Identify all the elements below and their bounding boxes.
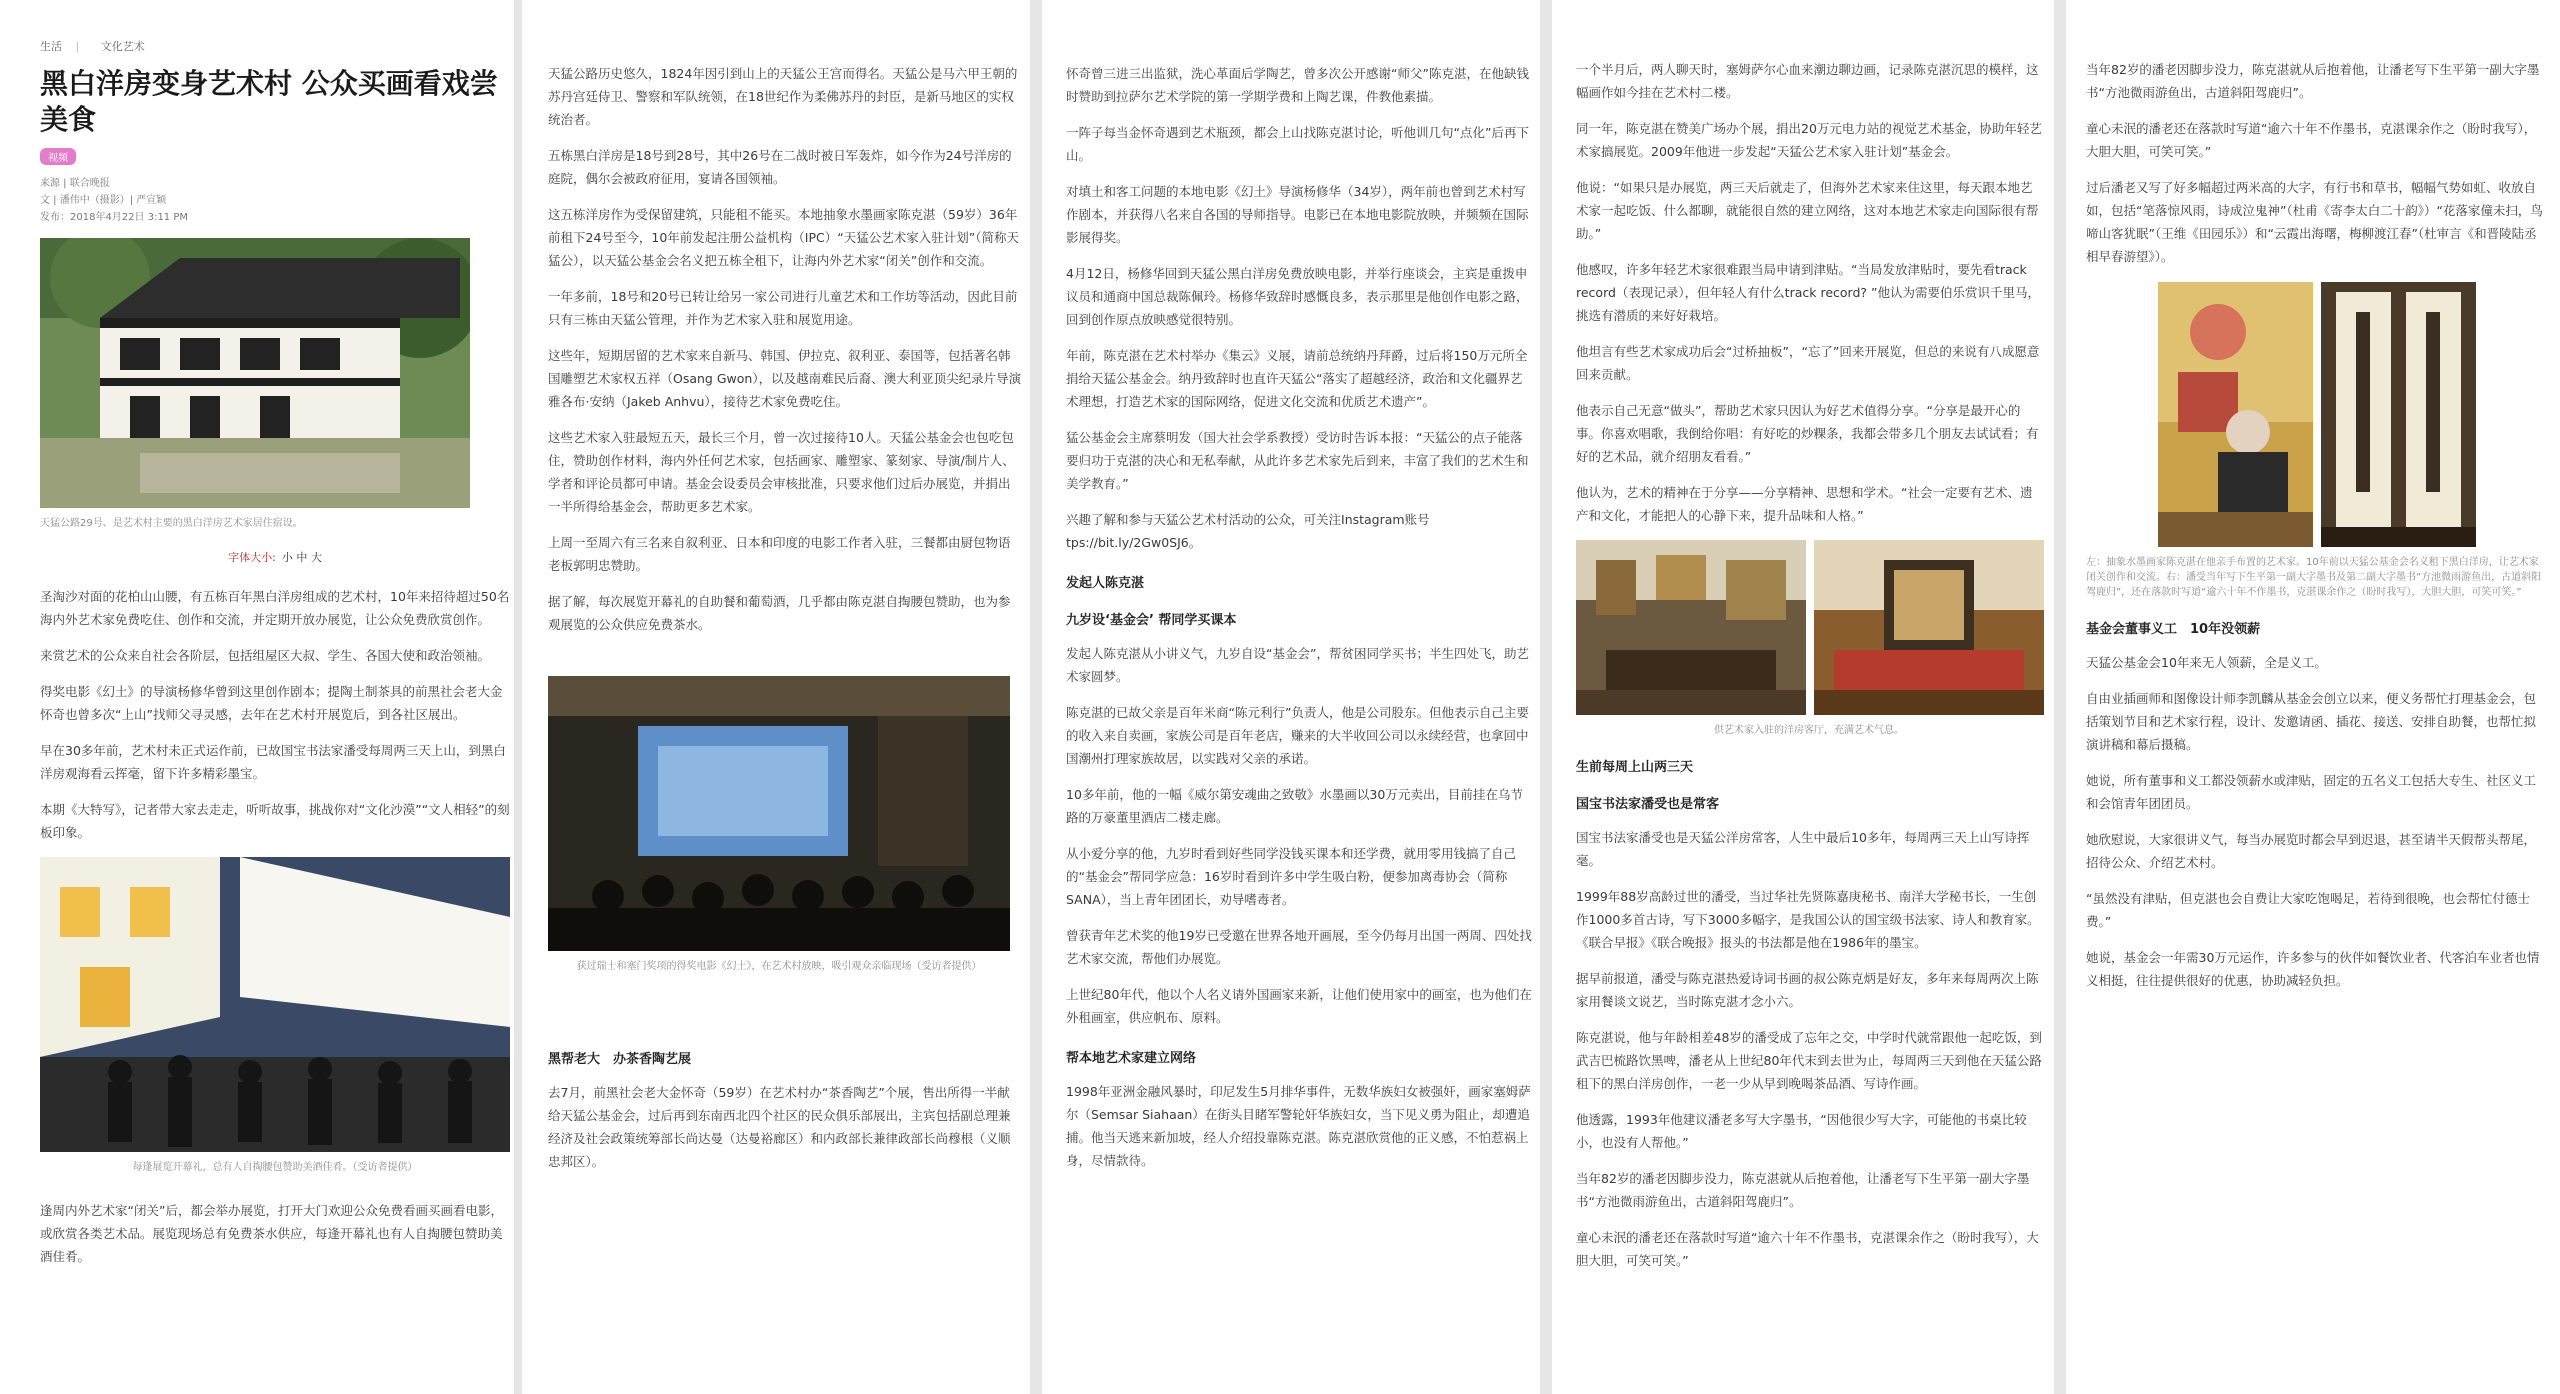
article-title: 黑白洋房变身艺术村 公众买画看戏尝美食 [40,67,498,136]
photo-caption: 获过瑞士和塞门奖项的得奖电影《幻土》，在艺术村放映，吸引观众亲临现场（受访者提供） [576,961,982,972]
paragraph: 陈克湛说，他与年龄相差48岁的潘受成了忘年之交，中学时代就常跟他一起吃饭，到武吉巴梳路饮黑啤，潘老从上世纪80年代末到去世为止，每周两三天到他在天猛公路租下的黑白洋房创作，一老一少从早到晚喝茶品酒、写诗作画。 [1576,1030,2042,1091]
article-body [2086,58,2546,268]
living-room-photo-2 [1814,540,2044,715]
font-size-options[interactable]: 小 中 大 [281,551,322,564]
paragraph: 上周一至周六有三名来自叙利亚、日本和印度的电影工作者入驻，三餐都由厨包物语老板郭明忠赞助。 [548,535,1011,573]
section-subheading: 九岁设‘基金会’ 帮同学买课本 [1066,613,1237,628]
breadcrumb-item-life[interactable]: 生活 [40,40,62,53]
article-body [548,62,1022,636]
article-body [40,585,510,844]
article-body [1576,58,2042,527]
article-body-bottom [40,1199,510,1268]
column-2 [522,0,1030,1394]
video-tag[interactable]: 视频 [40,148,76,165]
paragraph: 他说：“如果只是办展览，两三天后就走了，但海外艺术家来住这里，每天跟本地艺术家一起吃饭、什么都聊，就能很自然的建立网络，这对本地艺术家走向国际很有帮助。” [1576,180,2039,241]
photo-caption: 供艺术家入驻的洋房客厅，充满艺术气息。 [1714,725,1904,736]
paragraph: 1999年88岁高龄过世的潘受，当过华社先贤陈嘉庚秘书、南洋大学秘书长，一生创作1000多首古诗，写下3000多幅字，是我国公认的国宝级书法家、诗人和教育家。《联合早报》《联合晚报》报头的书法都是他在1986年的墨宝。 [1576,889,2040,950]
photo-caption: 每逢展览开幕礼，总有人自掏腰包赞助美酒佳肴。（受访者提供） [132,1162,418,1173]
article-meta [40,175,514,226]
paragraph: 陈克湛的已故父亲是百年米商“陈元利行”负责人，他是公司股东。但他表示自己主要的收入来自卖画，家族公司是百年老店，赚来的大半收回公司以永续经营，也拿回中国潮州打理家族故居，以实践对父亲的承诺。 [1066,705,1529,766]
column-gap [514,0,522,1394]
column-4 [1552,0,2054,1394]
paragraph: 当年82岁的潘老因脚步没力，陈克湛就从后抱着他，让潘老写下生平第一副大字墨书“方池微雨游鱼出，古道斜阳驾鹿归”。 [1576,1171,2030,1209]
section-heading: 黑帮老大 办茶香陶艺展 [548,1052,692,1067]
paragraph: 同一年，陈克湛在赞美广场办个展，捐出20万元电力站的视觉艺术基金，协助年轻艺术家搞展览。2009年他进一步发起“天猛公艺术家入驻计划”基金会。 [1576,121,2042,159]
paragraph: 她说，基金会一年需30万元运作，许多参与的伙伴如餐饮业者、代客泊车业者也情义相挺，往往提供很好的优惠，协助减轻负担。 [2086,950,2540,988]
paragraph: 年前，陈克湛在艺术村举办《集云》义展，请前总统纳丹拜爵，过后将150万元所全捐给天猛公基金会。纳丹致辞时也直许天猛公“落实了超越经济，政治和文化疆界艺术理想，打造艺术家的国际网络，促进文化交流和优质艺术遗产”。 [1066,348,1528,409]
paragraph: 童心未泯的潘老还在落款时写道“逾六十年不作墨书，克湛课余作之（盼时我写），大胆大胆，可笑可笑。” [2086,121,2537,159]
photo-artist-calligraphy [2158,282,2560,547]
paragraph: 自由业插画师和图像设计师李凯麟从基金会创立以来，便义务帮忙打理基金会，包括策划节目和艺术家行程，设计、发邀请函、插花、接送、安排自助餐，也帮忙拟演讲稿和幕后摄稿。 [2086,691,2537,752]
article-body-bottom [2086,618,2546,992]
section-heading: 基金会董事义工 10年没领薪 [2086,622,2261,637]
paragraph: 他认为，艺术的精神在于分享——分享精神、思想和学术。“社会一定要有艺术、遗产和文化，才能把人的心静下来，提升品味和人格。” [1576,485,2033,523]
paragraph: 10多年前，他的一幅《威尔第安魂曲之致敬》水墨画以30万元卖出，目前挂在乌节路的万豪董里酒店二楼走廊。 [1066,787,1523,825]
screening-illustration [548,676,1010,951]
paragraph: 猛公基金会主席蔡明发（国大社会学系教授）受访时告诉本报：“天猛公的点子能落要归功于克湛的决心和无私奉献，从此许多艺术家先后到来，丰富了我们的艺术生和美学教育。” [1066,430,1529,491]
paragraph: 国宝书法家潘受也是天猛公洋房常客，人生中最后10多年，每周两三天上山写诗挥毫。 [1576,830,2030,868]
photo-caption: 天猛公路29号、是艺术村主要的黑白洋房艺术家居住宿设。 [40,518,303,529]
paragraph: 发起人陈克湛从小讲义气，九岁自设“基金会”，帮贫困同学买书；半生四处飞，助艺术家圆梦。 [1066,646,1529,684]
column-gap [1540,0,1552,1394]
paragraph: 来赏艺术的公众来自社会各阶层，包括组屋区大叔、学生、各国大使和政治领袖。 [40,648,491,663]
party-illustration [40,857,510,1152]
calligraphy-scrolls-photo [2321,282,2476,547]
paragraph: 去7月，前黑社会老大金怀奇（59岁）在艺术村办“茶香陶艺”个展，售出所得一半献给天猛公基金会，过后再到东南西北四个社区的民众俱乐部展出，主宾包括副总理兼经济及社会政策统筹部长尚达曼（达曼裕廊区）和内政部长兼律政部长尚穆根（义顺忠邦区）。 [548,1085,1011,1169]
article-body-bottom [1576,756,2042,1272]
paragraph: 对填土和客工问题的本地电影《幻土》导演杨修华（34岁），两年前也曾到艺术村写作剧本，并获得八名来自各国的导师指导。电影已在本地电影院放映，并频频在国际影展得奖。 [1066,184,1529,245]
paragraph: 逢周内外艺术家“闭关”后，都会举办展览，打开大门欢迎公众免费看画买画看电影，或欣赏各类艺术品。展览现场总有免费茶水供应，每逢开幕礼也有人自掏腰包赞助美酒佳肴。 [40,1203,503,1264]
section-heading: 帮本地艺术家建立网络 [1066,1051,1197,1066]
section-heading: 发起人陈克湛 [1066,576,1145,591]
paragraph: 这些艺术家入驻最短五天，最长三个月，曾一次过接待10人。天猛公基金会也包吃包住，赞助创作材料，海内外任何艺术家，包括画家、雕塑家、篆刻家、导演/制片人、学者和评论员都可申请。基金会设委员会审核批准，只要求他们过后办展览，并捐出一半所得给基金会，帮助更多艺术家。 [548,430,1015,514]
paragraph: 圣淘沙对面的花柏山山腰，有五栋百年黑白洋房组成的艺术村，10年来招待超过50名海内外艺术家免费吃住、创作和交流，并定期开放办展览，让公众免费欣赏创作。 [40,589,510,627]
paragraph: 得奖电影《幻土》的导演杨修华曾到这里创作剧本；提陶土制茶具的前黑社会老大金怀奇也曾多次“上山”找师父寻灵感，去年在艺术村开展览后，到各社区展出。 [40,684,503,722]
column-5 [2066,0,2560,1394]
paragraph: 她欣慰说，大家很讲义气，每当办展览时都会早到迟退，甚至请半天假帮头帮尾，招待公众、介绍艺术村。 [2086,832,2537,870]
paragraph: 他感叹，许多年轻艺术家很难跟当局申请到津贴。“当局发放津贴时，要先看track record（表现记录），但年轻人有什么track record? ”他认为需要伯乐赏识千里马，挑选有潜质的来好好栽培。 [1576,262,2040,323]
photo-opening-party [40,857,510,1152]
column-gap [2054,0,2066,1394]
photo-white-bungalow [40,238,470,508]
paragraph: 从小爱分享的他，九岁时看到好些同学没钱买课本和还学费，就用零用钱搞了自己的“基金会”帮同学应急：16岁时看到许多中学生吸白粉，便参加离毒协会（简称SANA），当上青年团团长，劝导嗜毒者。 [1066,846,1517,907]
article-body [1066,62,1532,1172]
photo-caption: 左：抽象水墨画家陈克湛在他亲手布置的艺术家。10年前以天猛公基金会名义租下黑白洋房，让艺术家闭关创作和交流。右：潘受当年写下生平第一副大字墨书及第二副大字墨书“方池微雨游鱼出，古道斜阳驾鹿归”，还在落款时写道“逾六十年不作墨书，克湛课余作之（盼时我写），大胆大胆，可笑可笑。” [2086,557,2542,598]
paragraph: 五栋黑白洋房是18号到28号，其中26号在二战时被日军轰炸，如今作为24号洋房的庭院，偶尔会被政府征用，宴请各国领袖。 [548,148,1012,186]
paragraph: 他透露，1993年他建议潘老多写大字墨书，“因他很少写大字，可能他的书桌比较小，也没有人帮他。” [1576,1112,2027,1150]
paragraph: “虽然没有津贴，但克湛也会自费让大家吃饱喝足，若待到很晚，也会帮忙付德士费。” [2086,891,2530,929]
section-subheading: 国宝书法家潘受也是常客 [1576,797,1720,812]
paragraph: 这五栋洋房作为受保留建筑，只能租不能买。本地抽象水墨画家陈克湛（59岁）36年前租下24号至今，10年前发起注册公益机构（IPC）“天猛公艺术家入驻计划”（简称天猛公），以天猛公基金会名义把五栋全租下，让海内外艺术家“闭关”创作和交流。 [548,207,1019,268]
article-body-bottom [548,1081,1022,1173]
paragraph: 兴趣了解和参与天猛公艺术村活动的公众，可关注Instagram账号 tps://bit.ly/2Gw0SJ6。 [1066,512,1430,550]
paragraph: 她说，所有董事和义工都没领薪水或津贴，固定的五名义工包括大专生、社区义工和会馆青年团团员。 [2086,773,2537,811]
paragraph: 一年多前，18号和20号已转让给另一家公司进行儿童艺术和工作坊等活动，因此目前只有三栋由天猛公管理，并作为艺术家入驻和展览用途。 [548,289,1018,327]
paragraph: 早在30多年前，艺术村未正式运作前，已故国宝书法家潘受每周两三天上山，到黑白洋房观海看云挥毫，留下许多精彩墨宝。 [40,743,506,781]
paragraph: 据了解，每次展览开幕礼的自助餐和葡萄酒，几乎都由陈克湛自掏腰包赞助，也为参观展览的公众供应免费茶水。 [548,594,1011,632]
column-3 [1042,0,1540,1394]
paragraph: 这些年，短期居留的艺术家来自新马、韩国、伊拉克、叙利亚、泰国等，包括著名韩国雕塑艺术家权五祥（Osang Gwon），以及越南难民后裔、澳大利亚顶尖纪录片导演雅各布·安纳（Jakeb Anhvu），接待艺术家免费吃住。 [548,348,1022,409]
paragraph: 童心未泯的潘老还在落款时写道“逾六十年不作墨书，克湛课余作之（盼时我写），大胆大胆，可笑可笑。” [1576,1230,2039,1268]
paragraph: 怀奇曾三进三出监狱，洗心革面后学陶艺，曾多次公开感谢“师父”陈克湛，在他缺钱时赞助到拉萨尔艺术学院的第一学期学费和上陶艺课，件教他素描。 [1066,66,1529,104]
paragraph: 1998年亚洲金融风暴时，印尼发生5月排华事件，无数华族妇女被强奸，画家塞姆萨尔（Semsar Siahaan）在街头目睹军警轮奸华族妇女，当下见义勇为阻止，却遭追捕。他当天逃来新加坡，经人介绍投靠陈克湛。陈克湛欣赏他的正义感，不怕惹祸上身，尽情款待。 [1066,1084,1531,1168]
column-gap [1030,0,1042,1394]
paragraph: 上世纪80年代，他以个人名义请外国画家来新，让他们使用家中的画室，也为他们在外租画室，供应帆布、原料。 [1066,987,1532,1025]
paragraph: 一个半月后，两人聊天时，塞姆萨尔心血来潮边聊边画，记录陈克湛沉思的模样，这幅画作如今挂在艺术村二楼。 [1576,62,2039,100]
artist-portrait-photo [2158,282,2313,547]
meta-author: 文 | 潘伟中（摄影）| 严宣颖 [40,195,167,206]
breadcrumb: 生活 | 文化艺术 [40,40,145,53]
font-size-label: 字体大小: [228,551,276,564]
photo-living-rooms [1576,540,2054,715]
column-1 [0,0,514,1394]
paragraph: 过后潘老又写了好多幅超过两米高的大字，有行书和草书，幅幅气势如虹、收放自如，包括“笔落惊风雨，诗成泣鬼神”（杜甫《寄李太白二十韵》）“花落家僮未扫，鸟啼山客犹眠”（王维《田园乐》）和“云霞出海曙，梅柳渡江春”（杜审言《和晋陵陆丞相早春游望》）。 [2086,180,2543,264]
breadcrumb-item-culture[interactable]: 文化艺术 [100,40,145,53]
paragraph: 曾获青年艺术奖的他19岁已受邀在世界各地开画展，至今仍每月出国一两周、四处找艺术家交流，帮他们办展览。 [1066,928,1532,966]
paragraph: 他表示自己无意“做头”，帮助艺术家只因认为好艺术值得分享。“分享是最开心的事。你喜欢唱歌，我倒给你唱：有好吃的炒粿条，我都会带多几个朋友去试试看；有好的艺术品，就介绍朋友看看。” [1576,403,2039,464]
photo-screening [548,676,1010,951]
bungalow-illustration [40,238,470,508]
meta-date: 发布：2018年4月22日 3:11 PM [40,212,189,223]
paragraph: 据早前报道，潘受与陈克湛热爱诗词书画的叔公陈克炳是好友，多年来每周两次上陈家用餐谈文说艺，当时陈克湛才念小六。 [1576,971,2039,1009]
font-size-control [40,549,510,565]
paragraph: 本期《大特写》，记者带大家去走走，听听故事，挑战你对“文化沙漠”“文人相轻”的刻板印象。 [40,802,510,840]
paragraph: 他坦言有些艺术家成功后会“过桥抽板”，“忘了”回来开展览，但总的来说有八成愿意回来贡献。 [1576,344,2040,382]
paragraph: 天猛公基金会10年来无人领薪，全是义工。 [2086,655,2327,670]
paragraph: 天猛公路历史悠久，1824年因引到山上的天猛公王宫而得名。天猛公是马六甲王朝的苏丹宫廷侍卫、警察和军队统领，在18世纪作为柔佛苏丹的封臣，是新马地区的实权统治者。 [548,66,1018,127]
paragraph: 当年82岁的潘老因脚步没力，陈克湛就从后抱着他，让潘老写下生平第一副大字墨书“方池微雨游鱼出，古道斜阳驾鹿归”。 [2086,62,2540,100]
paragraph: 4月12日，杨修华回到天猛公黑白洋房免费放映电影，并举行座谈会，主宾是重拨申议员和通商中国总裁陈佩玲。杨修华致辞时感慨良多，表示那里是他创作电影之路，回到创作原点放映感觉很特别。 [1066,266,1529,327]
section-heading: 生前每周上山两三天 [1576,760,1694,775]
meta-source: 来源 | 联合晚报 [40,178,110,189]
living-room-photo-1 [1576,540,1806,715]
paragraph: 一阵子每当金怀奇遇到艺术瓶颈，都会上山找陈克湛讨论，听他训几句“点化”后再下山。 [1066,125,1529,163]
